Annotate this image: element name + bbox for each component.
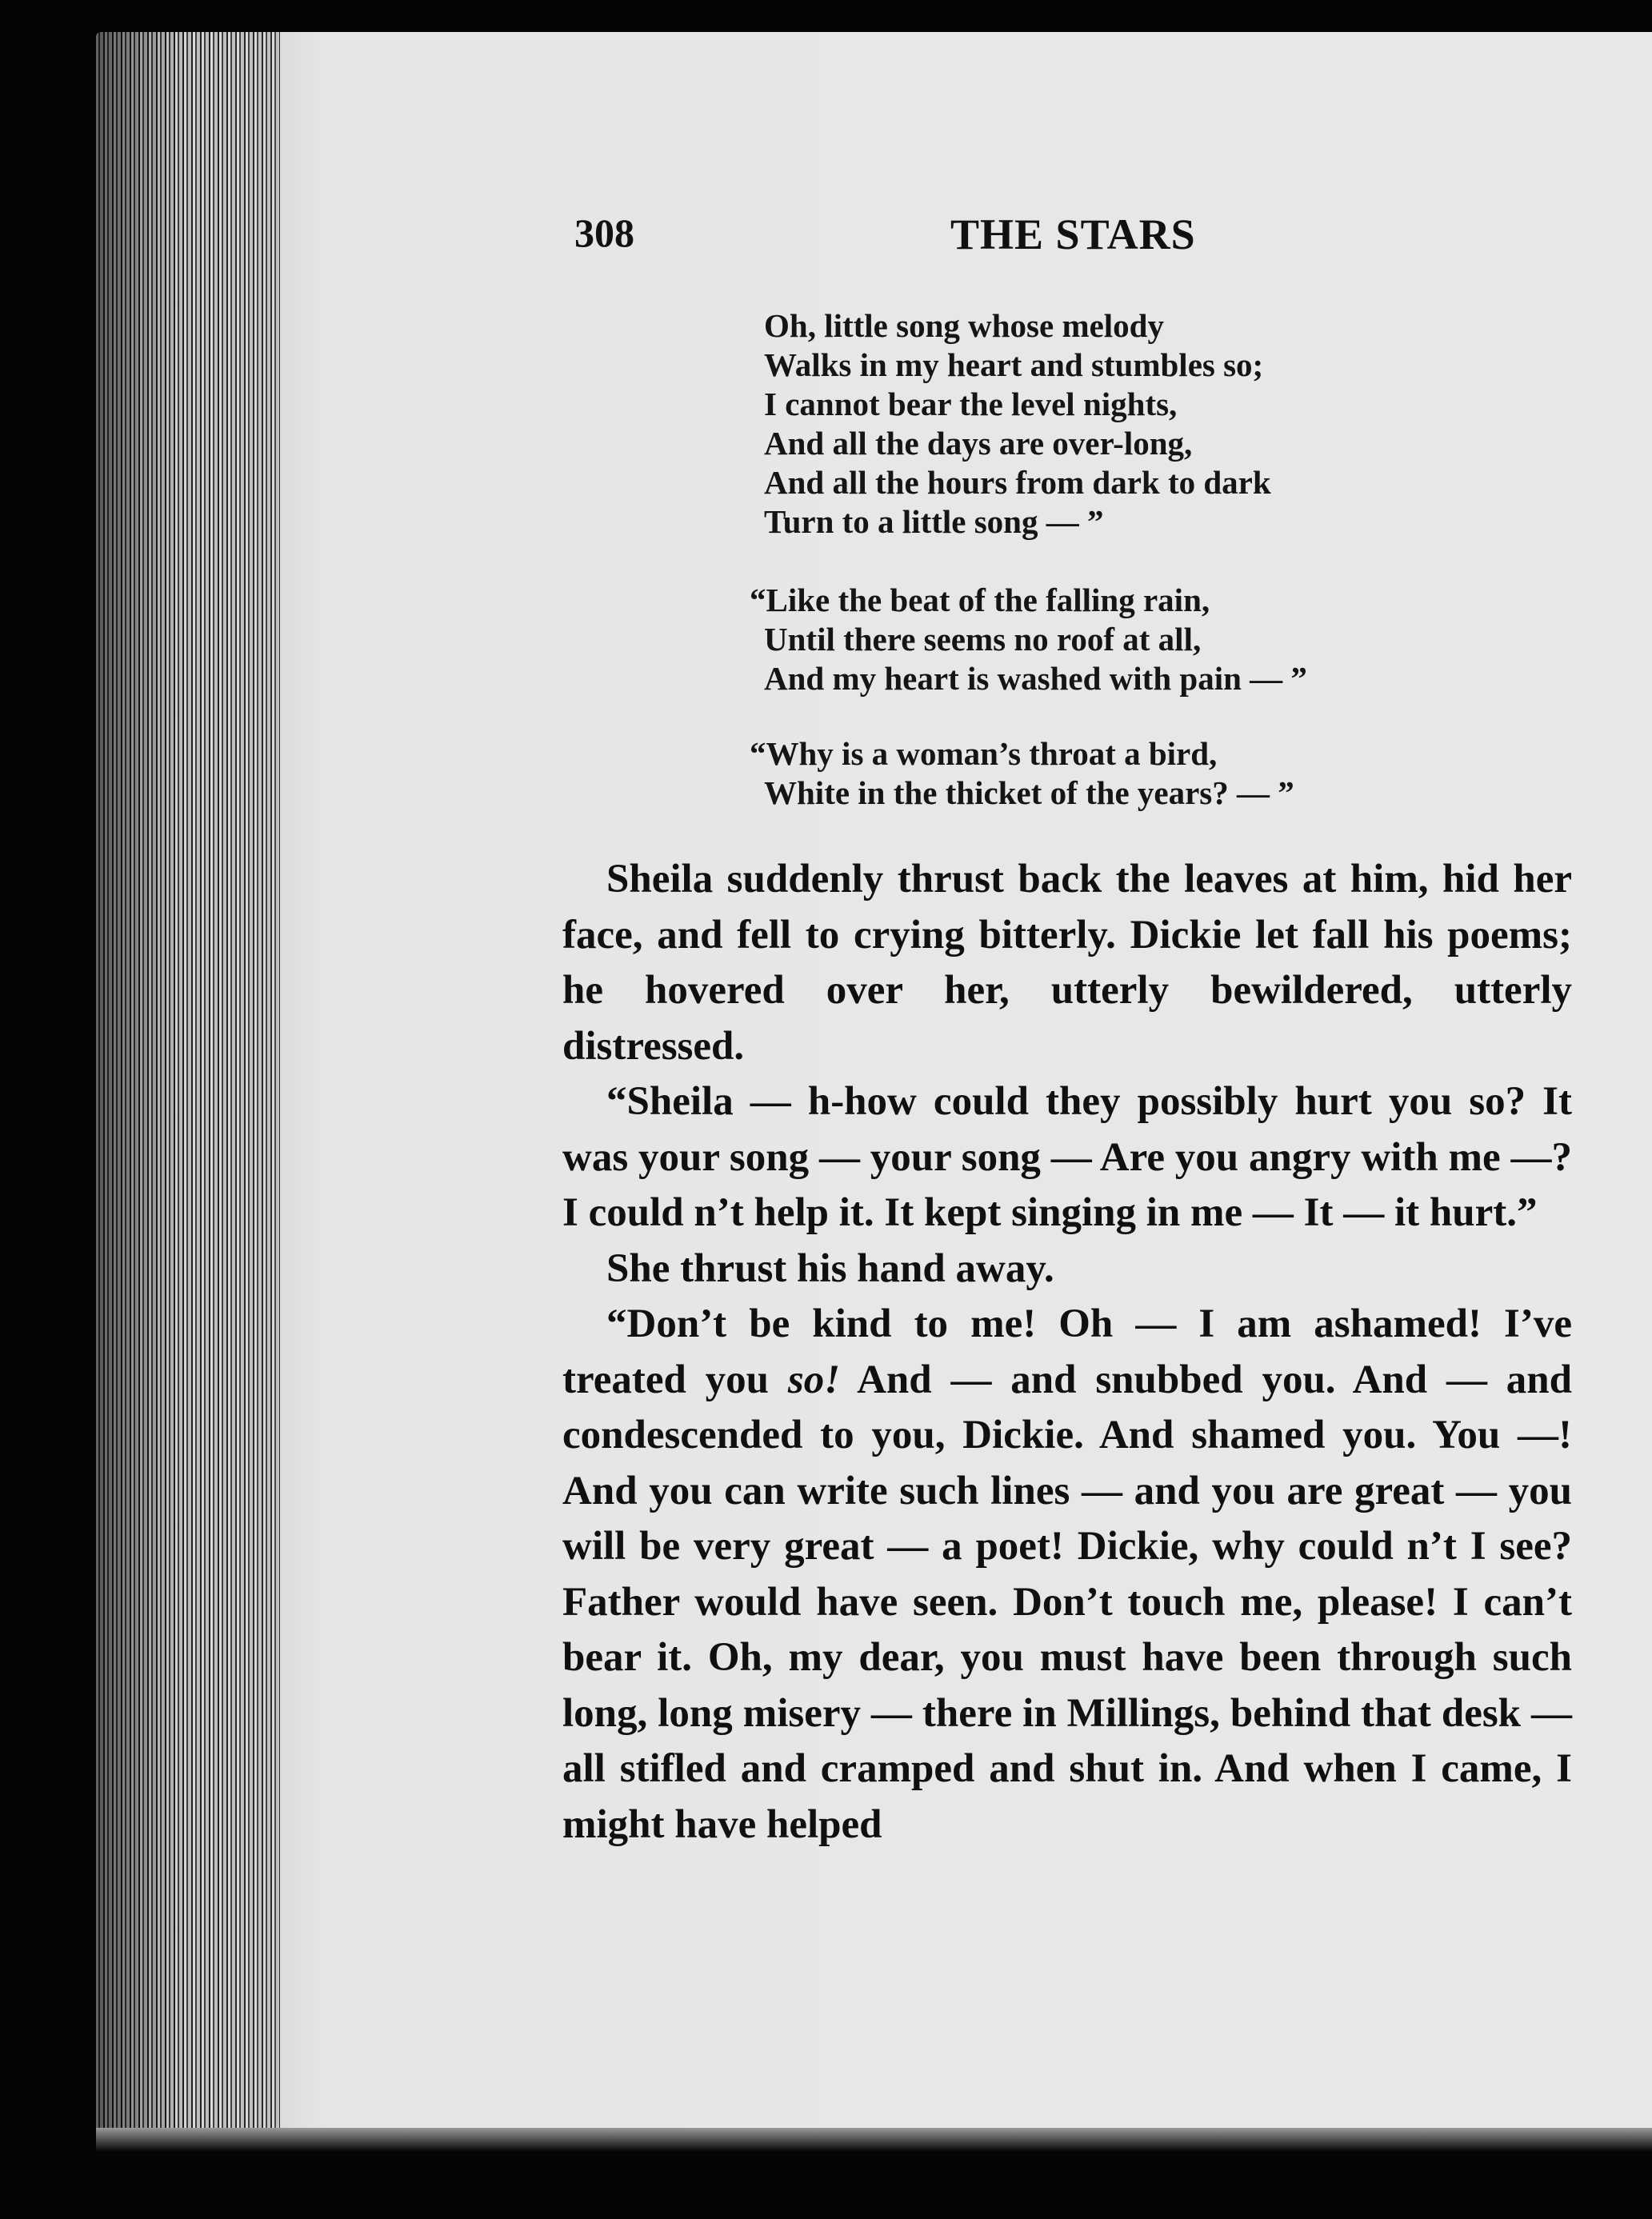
verse-stanza-2	[750, 581, 1564, 698]
verse-line: White in the thicket of the years? — ”	[764, 774, 1294, 811]
verse-line: I cannot bear the level nights,	[764, 386, 1178, 422]
paragraph-4	[562, 1297, 1572, 1853]
page-bottom-shadow	[96, 2128, 1652, 2152]
paragraph-4-part-a: “Don’t be kind to me! Oh — I am ashamed! I’ve treated you	[562, 1301, 1572, 1402]
paragraph-3: She thrust his hand away.	[606, 1245, 1054, 1291]
paragraph-4-part-b: And — and snubbed you. And — and condescended to you, Dickie. And shamed you. You —! And you can write such lines — and you are great — you will be very great — a poet! Dickie, why could n’t I see? Father would have seen. Don’t touch me, please! I can’t bear it. Oh, my dear, you must have been through such long, long misery — there in Millings, behind that desk — all stifled and cramped and shut in. And when I came, I might have helped	[562, 1357, 1572, 1847]
verse-line: Oh, little song whose melody	[764, 307, 1164, 344]
verse-line: “Why is a woman’s throat a bird,	[750, 735, 1218, 772]
verse-stanza-1	[764, 306, 1564, 542]
verse-line: Until there seems no roof at all,	[764, 621, 1202, 658]
book-page-edges	[96, 32, 288, 2144]
verse-line: And all the hours from dark to dark	[764, 464, 1271, 501]
running-title: THE STARS	[950, 210, 1196, 258]
paragraph-2: “Sheila — h-how could they possibly hurt you so? It was your song — your song — Are you angry with me —? I could n’t help it. It kept singing in me — It — it hurt.”	[562, 1079, 1572, 1235]
prose-body	[562, 852, 1572, 1853]
page-header	[574, 210, 1571, 266]
paragraph-4-italic: so!	[787, 1357, 841, 1402]
paragraph-1: Sheila suddenly thrust back the leaves at him, hid her face, and fell to crying bitterly. Dickie let fall his poems; he hovered over her, utterly bewildered, utterly distressed.	[562, 857, 1572, 1069]
verse-line: Walks in my heart and stumbles so;	[764, 346, 1264, 383]
verse-line: And my heart is washed with pain — ”	[764, 660, 1307, 697]
verse-stanza-3	[750, 734, 1564, 813]
verse-line: “Like the beat of the falling rain,	[750, 582, 1210, 618]
verse-line: And all the days are over-long,	[764, 425, 1193, 462]
verse-line: Turn to a little song — ”	[764, 503, 1104, 540]
page-number: 308	[574, 210, 634, 255]
